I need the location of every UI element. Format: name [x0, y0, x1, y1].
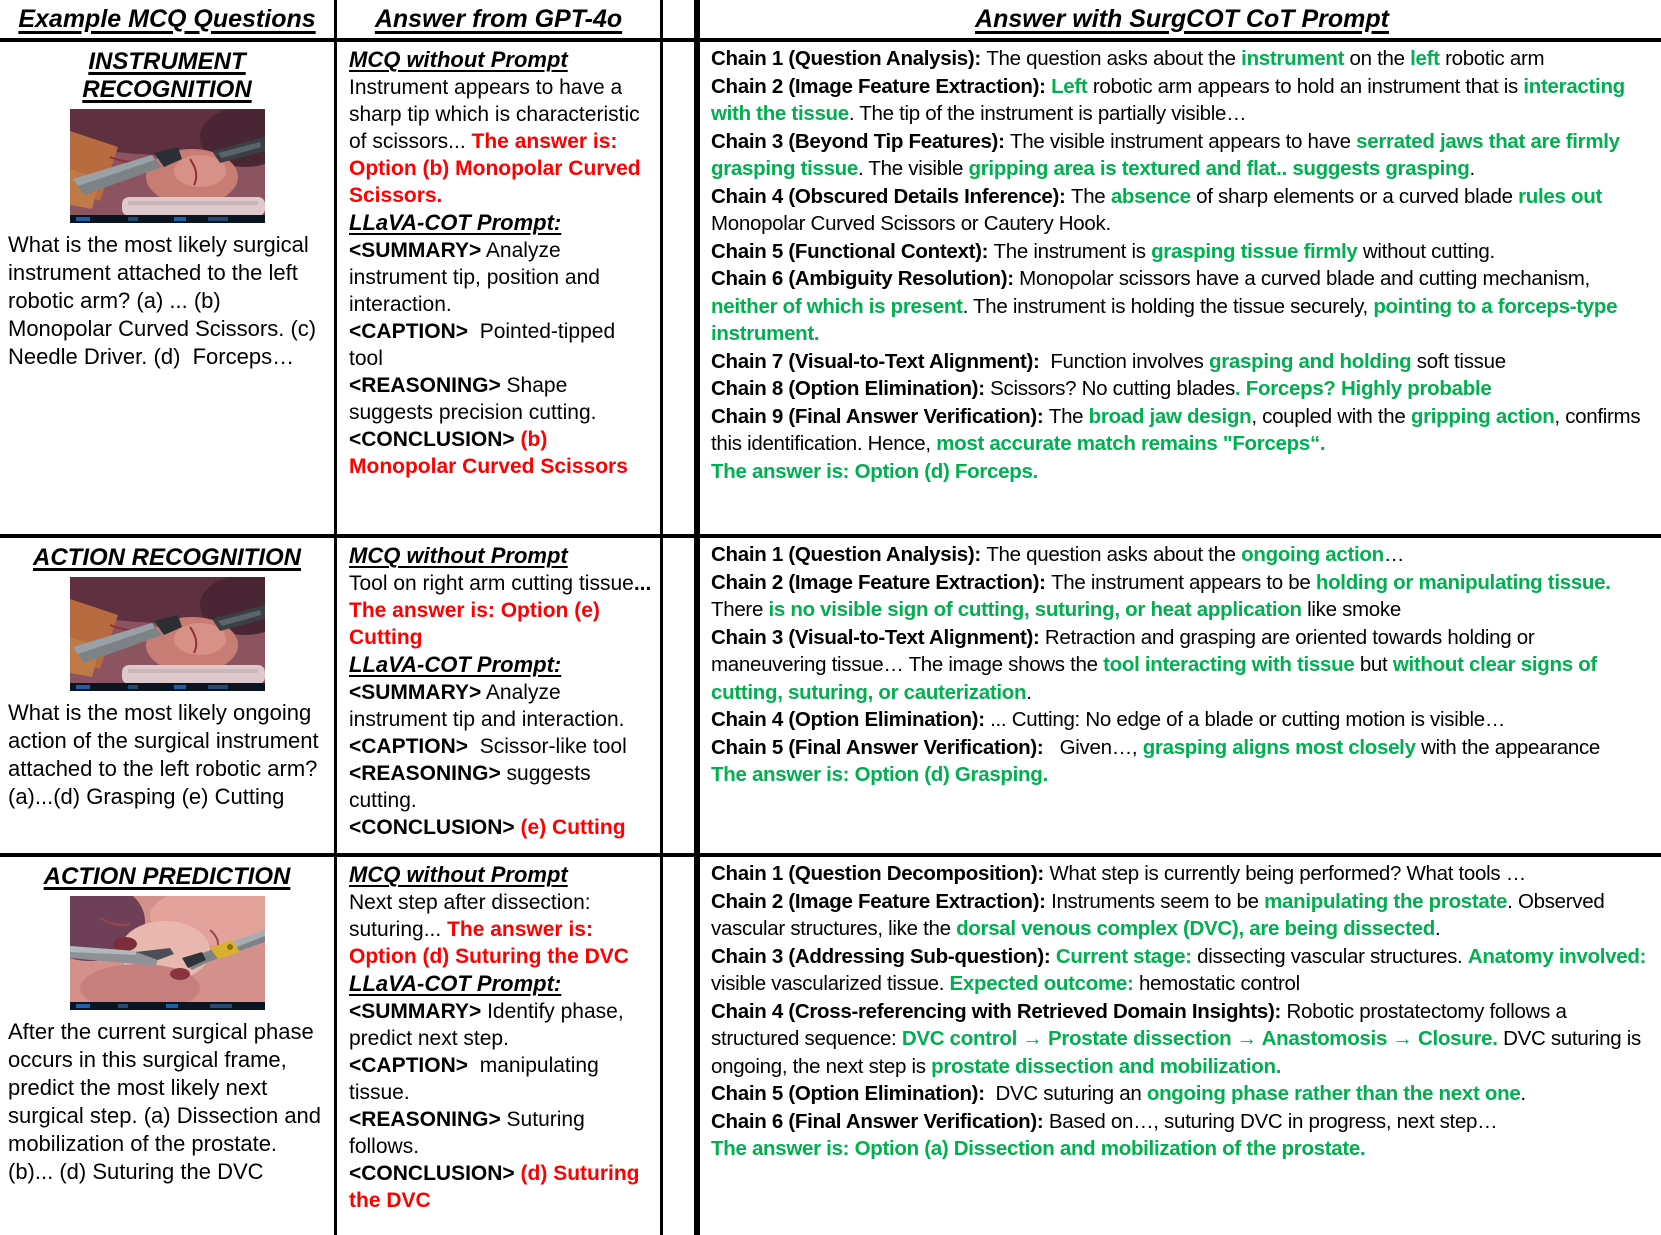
text-segment: Chain 6 (Ambiguity Resolution):	[711, 267, 1020, 290]
paragraph	[711, 73, 1653, 128]
text-segment: . The tip of the instrument is partially visible…	[848, 102, 1247, 125]
cell-question-action-recognition	[0, 538, 334, 857]
paragraph	[711, 45, 1653, 73]
text-segment: The instrument appears to be	[1051, 570, 1316, 594]
paragraph	[711, 265, 1653, 348]
column-header-example-mcq-questions	[0, 0, 334, 42]
text-segment: <CONCLUSION>	[349, 428, 515, 451]
text-segment	[651, 572, 657, 595]
surgical-frame-photo	[70, 109, 265, 223]
text-segment: DVC suturing is ongoing, the next step is	[711, 1027, 1647, 1078]
text-segment: Chain 4 (Option Elimination):	[711, 708, 991, 731]
text-segment: The question asks about the	[986, 543, 1242, 566]
text-segment: What is the most likely ongoing action of the surgical instrument attached to the left robotic arm? (a)...(d) Grasping (e) Cutting	[8, 700, 325, 809]
text-segment: What step is currently being performed? What tools …	[1049, 862, 1526, 885]
text-segment: Anatomy involved:	[1467, 944, 1647, 968]
text-segment: <REASONING>	[349, 762, 501, 785]
text-segment: Analyze instrument tip and interaction.	[349, 681, 625, 731]
text-segment: Chain 4 (Cross-referencing with Retrieved Domain Insights):	[711, 999, 1287, 1023]
text-segment: without cutting.	[1357, 239, 1495, 263]
text-segment: DVC control → Prostate dissection → Anastomosis → Closure.	[901, 1027, 1498, 1050]
text-segment: dorsal venous complex (DVC), are being dissected	[956, 917, 1435, 940]
question-text	[8, 231, 329, 371]
question-text	[8, 1018, 326, 1186]
text-segment: with the appearance	[1415, 735, 1601, 759]
text-segment: <SUMMARY>	[349, 1000, 482, 1023]
paragraph	[349, 318, 654, 372]
text-segment: Identify phase, predict next step.	[349, 1000, 630, 1050]
paragraph	[349, 46, 654, 74]
text-segment: Analyze instrument tip, position and interaction.	[349, 239, 606, 316]
text-segment: MCQ without Prompt	[349, 543, 568, 568]
text-segment: .	[1469, 157, 1475, 180]
paragraph	[8, 1018, 326, 1186]
text-segment: left	[1410, 47, 1440, 70]
text-segment: without clear signs of cutting, suturing, or cauterization	[711, 653, 1603, 704]
text-segment: Tool on right arm cutting tissue	[349, 572, 634, 595]
text-segment: (b) Monopolar Curved Scissors	[349, 428, 628, 478]
text-segment: What is the most likely surgical instrument attached to the left robotic arm? (a) ... (b) Monopolar Curved Scissors. (c) Needle Driver. (d) Forceps…	[8, 232, 329, 369]
paragraph	[711, 183, 1653, 238]
paragraph	[349, 1160, 654, 1214]
text-segment: Chain 9 (Final Answer Verification):	[711, 404, 1049, 428]
text-segment: Based on…, suturing DVC in progress, next step…	[1048, 1109, 1498, 1133]
paragraph	[349, 426, 654, 480]
text-segment: Chain 2 (Image Feature Extraction):	[711, 570, 1052, 594]
text-segment: holding or manipulating tissue.	[1315, 570, 1611, 594]
text-segment: …	[1383, 543, 1405, 566]
paragraph	[711, 458, 1653, 486]
text-segment: Chain 3 (Visual-to-Text Alignment):	[711, 625, 1045, 649]
cell-gpt4o-answer-row1	[334, 42, 660, 538]
question-text	[8, 699, 326, 811]
text-segment: Left	[1051, 74, 1088, 98]
text-segment: Chain 5 (Option Elimination):	[711, 1082, 996, 1105]
text-segment: suggests cutting.	[349, 762, 597, 812]
text-segment: Chain 1 (Question Analysis):	[711, 543, 987, 566]
paragraph	[349, 861, 654, 889]
text-segment: Current stage:	[1055, 944, 1192, 968]
paragraph	[711, 943, 1653, 998]
category-title: ACTION PREDICTION	[43, 863, 291, 890]
paragraph	[711, 1135, 1653, 1163]
text-segment: . The instrument is holding the tissue securely,	[962, 294, 1374, 318]
paragraph	[711, 375, 1653, 403]
text-segment: .	[1434, 917, 1441, 940]
text-segment: .	[1026, 680, 1032, 704]
paragraph	[349, 814, 654, 841]
text-segment: is no visible sign of cutting, suturing, or heat application	[768, 598, 1302, 621]
text-segment: interacting with the tissue	[711, 74, 1631, 125]
surgical-frame-image	[8, 896, 326, 1010]
text-segment: <CAPTION>	[349, 320, 469, 343]
paragraph	[8, 699, 326, 811]
text-segment: , confirms this identification. Hence,	[711, 404, 1646, 455]
text-segment: Monopolar Curved Scissors or Cautery Hook.	[711, 184, 1608, 235]
paragraph	[711, 888, 1653, 943]
text-segment: Chain 7 (Visual-to-Text Alignment):	[711, 349, 1051, 373]
text-segment: DVC suturing an	[995, 1082, 1147, 1105]
text-segment: Chain 1 (Question Decomposition):	[711, 862, 1050, 885]
paragraph	[711, 128, 1653, 183]
text-segment: MCQ without Prompt	[349, 47, 568, 72]
text-segment: The answer is: Option (b) Monopolar Curved Scissors.	[349, 130, 647, 207]
paragraph	[711, 1080, 1653, 1108]
text-segment: Chain 3 (Addressing Sub-question):	[711, 944, 1056, 968]
text-segment: Scissor-like tool	[468, 735, 627, 758]
text-segment: rules out	[1518, 184, 1602, 208]
cell-question-instrument-recognition	[0, 42, 334, 538]
text-segment: robotic arm appears to hold an instrument that is	[1087, 74, 1524, 98]
paragraph	[711, 624, 1653, 707]
text-segment: Shape suggests precision cutting.	[349, 374, 597, 424]
text-segment: LLaVA-COT Prompt:	[349, 210, 562, 235]
cell-question-action-prediction	[0, 857, 334, 1235]
text-segment: The answer is: Option (d) Suturing the DVC	[349, 918, 629, 968]
cell-surgcot-answer-row2	[660, 538, 1661, 857]
text-segment: Scissors? No cutting blades	[990, 377, 1235, 400]
text-segment: Chain 6 (Final Answer Verification):	[711, 1109, 1049, 1133]
paragraph	[711, 348, 1653, 376]
double-rule-divider	[694, 0, 700, 1235]
paragraph	[711, 541, 1653, 569]
text-segment: LLaVA-COT Prompt:	[349, 971, 562, 996]
text-segment: The answer is: Option (d) Grasping.	[711, 763, 1048, 786]
text-segment: Chain 5 (Functional Context):	[711, 239, 994, 263]
surgical-frame-photo	[70, 577, 265, 691]
surgical-frame-image	[8, 109, 326, 223]
text-segment: tool interacting with tissue	[1103, 653, 1355, 676]
paragraph	[349, 1106, 654, 1160]
text-segment: grasping aligns most closely	[1142, 735, 1416, 759]
text-segment: <CONCLUSION>	[349, 816, 515, 839]
text-segment: instrument	[1241, 47, 1345, 70]
text-segment: <CAPTION>	[349, 735, 469, 758]
text-segment: . The visible	[858, 157, 969, 180]
paragraph	[711, 1108, 1653, 1136]
paragraph	[349, 760, 654, 814]
text-segment: gripping action	[1410, 404, 1555, 428]
paragraph	[349, 998, 654, 1052]
text-segment: Pointed-tipped tool	[349, 320, 621, 370]
paragraph	[711, 403, 1653, 458]
text-segment: Expected outcome:	[949, 972, 1134, 995]
text-segment: Chain 3 (Beyond Tip Features):	[711, 129, 1011, 153]
text-segment: (d) Suturing the DVC	[349, 1162, 646, 1212]
text-segment: Chain 1 (Question Analysis):	[711, 47, 987, 70]
cell-gpt4o-answer-row3	[334, 857, 660, 1235]
paragraph	[349, 889, 654, 970]
paragraph	[711, 761, 1653, 789]
paragraph	[711, 734, 1653, 762]
paragraph	[349, 570, 654, 651]
text-segment: gripping area is textured and flat.. suggests grasping	[968, 157, 1470, 180]
paragraph	[349, 651, 654, 679]
text-segment: The answer is: Option (d) Forceps.	[711, 459, 1038, 483]
text-segment: prostate dissection and mobilization.	[931, 1054, 1282, 1078]
text-segment: but	[1354, 653, 1393, 676]
text-segment: The	[1048, 404, 1089, 428]
text-segment: most accurate match remains "Forceps“.	[936, 432, 1326, 455]
text-segment: The answer is: Option (e) Cutting	[349, 599, 606, 649]
text-segment: soft tissue	[1411, 349, 1506, 373]
paragraph	[349, 209, 654, 237]
text-segment: robotic arm	[1439, 47, 1545, 70]
text-segment: of sharp elements or a curved blade	[1190, 184, 1519, 208]
text-segment: serrated jaws that are firmly grasping tissue	[711, 129, 1626, 180]
header-label: Answer with SurgCOT CoT Prompt	[975, 4, 1389, 33]
text-segment: There	[711, 570, 1616, 621]
category-title: INSTRUMENT RECOGNITION	[82, 48, 252, 103]
cell-surgcot-answer-row1	[660, 42, 1661, 538]
column-header-answer-gpt4o	[334, 0, 660, 42]
text-segment: LLaVA-COT Prompt:	[349, 652, 562, 677]
text-segment: Chain 4 (Obscured Details Inference):	[711, 184, 1071, 208]
paragraph	[711, 569, 1653, 624]
paragraph	[349, 733, 654, 760]
surgical-frame-image	[8, 577, 326, 691]
paragraph	[711, 860, 1653, 888]
text-segment: dissecting vascular structures.	[1191, 944, 1468, 968]
paragraph	[8, 231, 329, 371]
text-segment: MCQ without Prompt	[349, 862, 568, 887]
text-segment: visible vascularized tissue.	[711, 944, 1652, 995]
text-segment: Chain 5 (Final Answer Verification):	[711, 735, 1060, 759]
text-segment: grasping tissue firmly	[1151, 239, 1358, 263]
paragraph	[711, 998, 1653, 1081]
text-segment: hemostatic control	[1133, 972, 1300, 995]
text-segment: <SUMMARY>	[349, 681, 482, 704]
text-segment: Next step after dissection: suturing...	[349, 891, 597, 941]
surgical-frame-photo	[70, 896, 265, 1010]
header-label: Example MCQ Questions	[18, 4, 316, 33]
cell-gpt4o-answer-row2	[334, 538, 660, 857]
category-title: ACTION RECOGNITION	[33, 544, 301, 571]
text-segment: Robotic prostatectomy follows a structured sequence:	[711, 999, 1572, 1050]
text-segment: . Forceps? Highly probable	[1234, 377, 1492, 400]
cell-surgcot-answer-row3	[660, 857, 1661, 1235]
paragraph	[711, 238, 1653, 266]
paragraph	[349, 237, 654, 318]
text-segment: ongoing phase rather than the next one	[1146, 1082, 1521, 1105]
text-segment: ...	[633, 572, 652, 595]
text-segment: <CONCLUSION>	[349, 1162, 515, 1185]
text-segment: Chain 2 (Image Feature Extraction):	[711, 74, 1052, 98]
text-segment: ongoing action	[1241, 543, 1384, 566]
text-segment: The question asks about the	[986, 47, 1242, 70]
text-segment: manipulating tissue.	[349, 1054, 605, 1104]
paragraph	[349, 1052, 654, 1106]
paragraph	[349, 679, 654, 733]
text-segment: Chain 2 (Image Feature Extraction):	[711, 889, 1052, 913]
paragraph	[349, 372, 654, 426]
text-segment: Given…,	[1059, 735, 1143, 759]
text-segment: Suturing follows.	[349, 1108, 591, 1158]
paragraph	[349, 74, 654, 209]
text-segment: pointing to a forceps-type instrument.	[711, 294, 1623, 345]
text-segment: Instruments seem to be	[1051, 889, 1265, 913]
text-segment: grasping and holding	[1209, 349, 1412, 373]
text-segment: (e) Cutting	[520, 816, 626, 839]
text-segment: , coupled with the	[1251, 404, 1411, 428]
paragraph	[349, 970, 654, 998]
paragraph	[711, 706, 1653, 734]
text-segment: manipulating the prostate	[1264, 889, 1508, 913]
text-segment: Monopolar scissors have a curved blade and cutting mechanism,	[1019, 267, 1596, 290]
paragraph	[349, 542, 654, 570]
text-segment: neither of which is present	[711, 294, 963, 318]
header-label: Answer from GPT-4o	[374, 4, 623, 33]
text-segment: Instrument appears to have a sharp tip which is characteristic of scissors...	[349, 76, 646, 153]
text-segment: <REASONING>	[349, 374, 501, 397]
text-segment: The instrument is	[993, 239, 1152, 263]
text-segment: <CAPTION>	[349, 1054, 469, 1077]
text-segment: The visible instrument appears to have	[1010, 129, 1357, 153]
text-segment: broad jaw design	[1088, 404, 1252, 428]
text-segment: <SUMMARY>	[349, 239, 482, 262]
text-segment: like smoke	[1301, 598, 1401, 621]
text-segment: Chain 8 (Option Elimination):	[711, 377, 991, 400]
text-segment: The answer is: Option (a) Dissection and mobilization of the prostate.	[711, 1137, 1366, 1160]
text-segment: on the	[1344, 47, 1411, 70]
text-segment: .	[1520, 1082, 1526, 1105]
text-segment: The	[1070, 184, 1111, 208]
text-segment: Retraction and grasping are oriented towards holding or maneuvering tissue… The image shows the	[711, 625, 1540, 676]
text-segment: <REASONING>	[349, 1108, 501, 1131]
text-segment: Function involves	[1050, 349, 1209, 373]
column-header-answer-surgcot	[660, 0, 1661, 42]
text-segment: After the current surgical phase occurs in this surgical frame, predict the most likely next surgical step. (a) Dissection and mobilization of the prostate. (b)... (d) Suturing the DVC	[8, 1019, 328, 1184]
text-segment: . Observed vascular structures, like the	[711, 889, 1610, 940]
text-segment: ... Cutting: No edge of a blade or cutting motion is visible…	[990, 708, 1506, 731]
text-segment: absence	[1110, 184, 1191, 208]
